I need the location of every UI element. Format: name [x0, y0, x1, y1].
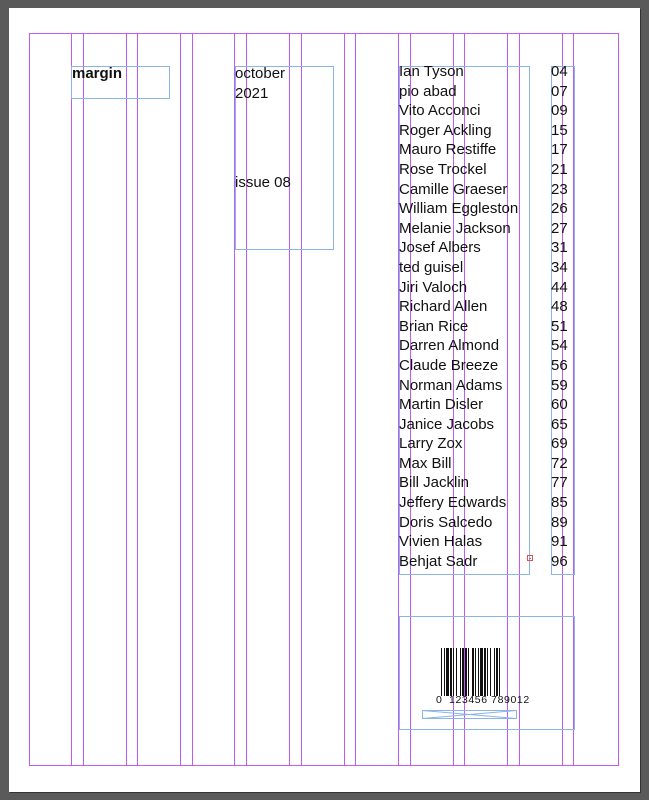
contents-entry-name: Brian Rice: [399, 317, 469, 335]
issue-month: october: [235, 65, 286, 82]
empty-graphic-frame[interactable]: [422, 710, 518, 720]
contents-entry-page: 27: [551, 219, 568, 237]
contents-entry-name: pio abad: [399, 82, 457, 100]
contents-entry-page: 48: [551, 298, 568, 316]
contents-entry-page: 31: [551, 239, 568, 257]
contents-entry-name: William Eggleston: [399, 200, 519, 218]
contents-entry-page: 21: [551, 160, 568, 178]
contents-name-list: [399, 62, 518, 571]
contents-entry-name: Richard Allen: [399, 298, 488, 316]
contents-entry-name: Rose Trockel: [399, 160, 487, 178]
contents-entry-page: 09: [551, 102, 568, 120]
barcode-bar: [475, 648, 476, 696]
contents-entry-name: Camille Graeser: [399, 180, 508, 198]
contents-entry-name: Vito Acconci: [399, 102, 481, 120]
barcode-bar: [446, 648, 449, 696]
contents-entry-name: Darren Almond: [399, 337, 500, 355]
barcode-bar: [460, 648, 461, 696]
contents-entry-name: Doris Salcedo: [399, 513, 493, 531]
barcode-bar: [456, 648, 457, 696]
contents-entry-page: 65: [551, 415, 568, 433]
barcode-bar: [462, 648, 464, 696]
contents-entry-page: 69: [551, 435, 568, 453]
contents-entry-name: ted guisel: [399, 258, 464, 276]
contents-entry-name: Bill Jacklin: [399, 474, 470, 492]
barcode-bar: [468, 648, 469, 696]
contents-entry-name: Jiri Valoch: [399, 278, 468, 296]
contents-entry-page: 23: [551, 180, 568, 198]
contents-entry-page: 89: [551, 513, 568, 531]
barcode-digits: 123456 789012: [449, 694, 530, 706]
contents-entry-name: Ian Tyson: [399, 63, 464, 80]
contents-entry-name: Roger Ackling: [399, 121, 492, 139]
document-page: [9, 8, 640, 792]
barcode-bar: [494, 648, 495, 696]
contents-entry-name: Janice Jacobs: [399, 415, 495, 433]
margin-label: margin: [72, 65, 123, 82]
barcode-bar: [480, 648, 483, 696]
contents-entry-name: Josef Albers: [399, 239, 481, 257]
contents-entry-page: 85: [551, 494, 568, 512]
contents-entry-page: 07: [551, 82, 568, 100]
contents-entry-page: 54: [551, 337, 568, 355]
overset-text-icon[interactable]: [527, 555, 533, 561]
contents-entry-page: 96: [551, 552, 568, 570]
contents-entry-page: 59: [551, 376, 568, 394]
contents-entry-page: 34: [551, 258, 568, 276]
contents-entry-name: Larry Zox: [399, 435, 463, 453]
contents-entry-name: Claude Breeze: [399, 356, 499, 374]
issue-number: issue 08: [235, 174, 291, 191]
contents-entry-name: Mauro Restiffe: [399, 141, 497, 159]
contents-entry-page: 72: [551, 454, 568, 472]
contents-entry-name: Martin Disler: [399, 396, 484, 414]
contents-entry-page: 15: [551, 121, 568, 139]
contents-entry-page: 91: [551, 533, 568, 551]
barcode-bar: [441, 648, 442, 696]
barcode-bar: [478, 648, 479, 696]
barcode-bar: [465, 648, 467, 696]
contents-entry-name: Max Bill: [399, 454, 452, 472]
barcode-bar: [472, 648, 474, 696]
barcode-bar: [444, 648, 445, 696]
contents-entry-page: 51: [551, 317, 568, 335]
barcode-bar: [450, 648, 452, 696]
barcode-bar: [496, 648, 498, 696]
barcode-bar: [484, 648, 486, 696]
contents-entry-page: 60: [551, 396, 568, 414]
contents-entry-name: Behjat Sadr: [399, 552, 478, 570]
barcode-bar: [499, 648, 500, 696]
contents-page-list: [551, 62, 568, 571]
contents-entry-page: 04: [551, 63, 568, 80]
contents-entry-page: 56: [551, 356, 568, 374]
barcode-bar: [453, 648, 454, 696]
contents-entry-page: 44: [551, 278, 568, 296]
contents-entry-page: 26: [551, 200, 568, 218]
contents-entry-name: Vivien Halas: [399, 533, 483, 551]
contents-entry-name: Melanie Jackson: [399, 219, 511, 237]
contents-entry-page: 77: [551, 474, 568, 492]
barcode-lead-digit: 0: [436, 694, 443, 706]
contents-entry-name: Jeffery Edwards: [399, 494, 507, 512]
barcode-bar: [487, 648, 488, 696]
contents-entry-page: 17: [551, 141, 568, 159]
barcode-bar: [490, 648, 491, 696]
issue-year: 2021: [235, 84, 269, 102]
contents-entry-name: Norman Adams: [399, 376, 503, 394]
